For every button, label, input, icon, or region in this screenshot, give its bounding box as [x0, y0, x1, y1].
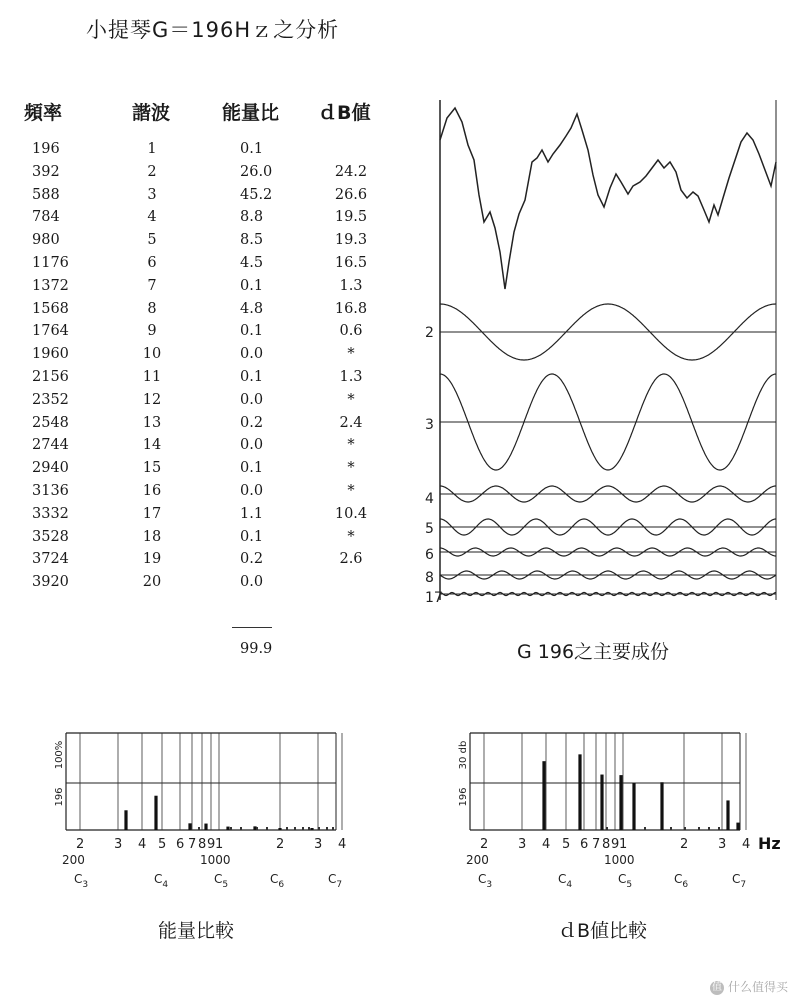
chart-x-tick: 1: [215, 837, 224, 852]
energy-cell: 0.1: [240, 528, 264, 545]
harmonic-cell: 13: [142, 414, 162, 431]
chart-minor-bar: [332, 827, 334, 830]
chart-minor-bar: [670, 827, 672, 830]
harmonic-label: 5: [425, 521, 434, 537]
harmonic-cell: 6: [147, 255, 157, 271]
db-cell: 19.3: [334, 232, 368, 249]
chart-x-tick: 6: [580, 837, 589, 852]
energy-total: 99.9: [240, 641, 273, 657]
chart-y-label: 100%: [54, 740, 65, 770]
harmonic-cell: 9: [147, 323, 157, 340]
energy-cell: 4.5: [240, 255, 264, 271]
freq-cell: 588: [32, 186, 60, 203]
chart-x-tick: 6: [176, 837, 185, 852]
db-cell: *: [347, 391, 355, 408]
chart-minor-bar: [708, 827, 710, 830]
harmonic-cell: 1: [147, 141, 157, 157]
chart-y-label: 30 db: [458, 740, 469, 770]
chart-x-tick: 2: [76, 837, 85, 852]
energy-cell: 45.2: [240, 186, 273, 203]
chart-minor-bar: [684, 827, 686, 830]
chart-x-sub: 1000: [604, 853, 635, 867]
chart-note-label: $C_3$: [478, 872, 493, 890]
freq-cell: 1568: [32, 300, 69, 317]
db-cell: *: [347, 346, 355, 363]
header-harmonic: 諧波: [132, 102, 171, 124]
chart-y-label: 196: [458, 787, 469, 807]
chart-minor-bar: [302, 827, 304, 830]
freq-cell: 2352: [32, 391, 69, 408]
chart-bar: [278, 828, 281, 830]
harmonic-label: 4: [425, 491, 434, 507]
chart-x-sub: 200: [466, 853, 489, 867]
chart-bar: [542, 761, 545, 830]
harmonic-label: 6: [425, 547, 434, 563]
chart-minor-bar: [326, 827, 328, 830]
db-cell: 2.6: [339, 551, 363, 568]
freq-cell: 1176: [32, 255, 69, 271]
harmonic-label: 2: [425, 325, 434, 341]
chart-y-label: 196: [54, 787, 65, 807]
chart-x-tick: 2: [276, 837, 285, 852]
chart-bar: [619, 775, 622, 830]
harmonic-cell: 14: [142, 437, 162, 454]
chart-x-tick: 3: [518, 837, 527, 852]
chart-x-tick: 9: [611, 837, 620, 852]
chart-minor-bar: [240, 827, 242, 830]
chart-minor-bar: [698, 827, 700, 830]
freq-cell: 1764: [32, 323, 69, 340]
harmonic-cell: 2: [147, 163, 157, 180]
db-cell: 24.2: [334, 163, 368, 180]
harmonic-label: 17: [425, 590, 443, 606]
chart-note-label: $C_7$: [328, 872, 343, 890]
chart-x-tick: 9: [207, 837, 216, 852]
energy-cell: 0.0: [240, 346, 264, 363]
chart-minor-bar: [718, 827, 720, 830]
freq-cell: 1372: [32, 277, 69, 294]
db-cell: 10.4: [334, 505, 368, 522]
harmonic-waveform-panel: [425, 100, 776, 606]
chart-x-tick: 4: [138, 837, 147, 852]
chart-note-label: $C_5$: [214, 872, 229, 890]
chart-x-tick: 2: [680, 837, 689, 852]
energy-cell: 0.1: [240, 460, 264, 477]
freq-cell: 3136: [32, 483, 69, 499]
chart-note-label: $C_4$: [558, 872, 573, 890]
chart-bar: [188, 823, 191, 830]
harmonic-cell: 19: [142, 551, 162, 568]
watermark-logo: 值: [711, 981, 722, 993]
energy-cell: 0.0: [240, 574, 264, 591]
harmonic-cell: 20: [142, 574, 162, 591]
db-cell: *: [347, 437, 355, 454]
db-cell: *: [347, 460, 355, 477]
header-frequency: 頻率: [24, 102, 63, 124]
chart-note-label: $C_4$: [154, 872, 169, 890]
chart-x-tick: 8: [198, 837, 207, 852]
chart-minor-bar: [198, 827, 200, 830]
energy-cell: 0.2: [240, 414, 264, 431]
harmonic-cell: 15: [142, 460, 162, 477]
energy-cell: 0.2: [240, 551, 264, 568]
energy-cell: 0.0: [240, 391, 264, 408]
freq-cell: 2744: [32, 437, 69, 454]
db-comparison-chart: [458, 733, 781, 890]
freq-cell: 2940: [32, 460, 69, 477]
chart-minor-bar: [644, 827, 646, 830]
chart-bar: [154, 796, 157, 830]
freq-cell: 1960: [32, 346, 69, 363]
energy-cell: 8.5: [240, 232, 264, 249]
db-cell: 16.5: [334, 255, 368, 271]
header-db-value: ｄB値: [318, 102, 371, 124]
chart-note-label: $C_3$: [74, 872, 89, 890]
header-energy-ratio: 能量比: [222, 102, 280, 124]
harmonic-cell: 16: [142, 483, 162, 499]
waveform-caption: G 196之主要成份: [517, 641, 670, 663]
chart-x-tick: 1: [619, 837, 628, 852]
db-cell: 0.6: [339, 323, 363, 340]
db-cell: 16.8: [334, 300, 368, 317]
db-cell: *: [347, 528, 355, 545]
db-cell: 19.5: [334, 209, 368, 226]
energy-cell: 0.0: [240, 483, 264, 499]
harmonic-cell: 8: [147, 300, 157, 317]
harmonic-cell: 17: [142, 505, 162, 522]
chart-minor-bar: [308, 827, 310, 830]
harmonic-cell: 18: [142, 528, 162, 545]
freq-cell: 3920: [32, 574, 69, 591]
energy-chart-caption: 能量比較: [158, 920, 235, 942]
composite-waveform: [440, 108, 776, 289]
harmonic-cell: 11: [142, 369, 162, 385]
page-title: 小提琴G＝196Hｚ之分析: [86, 18, 340, 42]
freq-cell: 3528: [32, 528, 69, 545]
db-chart-caption: ｄB値比較: [558, 920, 648, 942]
harmonic-cell: 7: [147, 277, 157, 294]
chart-bar: [310, 828, 313, 830]
chart-bar: [124, 810, 127, 830]
chart-note-label: $C_6$: [270, 872, 285, 890]
freq-cell: 2156: [32, 369, 69, 385]
chart-minor-bar: [230, 827, 232, 830]
chart-x-tick: 5: [562, 837, 571, 852]
energy-cell: 1.1: [240, 505, 264, 522]
energy-cell: 0.1: [240, 141, 264, 157]
freq-cell: 392: [32, 163, 60, 180]
chart-unit-label: Hz: [758, 834, 781, 853]
chart-x-sub: 1000: [200, 853, 231, 867]
chart-x-tick: 3: [314, 837, 323, 852]
energy-comparison-chart: [54, 733, 346, 890]
harmonic-cell: 5: [147, 232, 157, 249]
db-cell: 1.3: [339, 277, 363, 294]
db-cell: 2.4: [339, 414, 363, 431]
chart-bar: [726, 800, 729, 830]
energy-cell: 8.8: [240, 209, 264, 226]
chart-bar: [660, 782, 663, 830]
db-cell: *: [347, 483, 355, 499]
chart-bar: [226, 827, 229, 830]
freq-cell: 784: [32, 209, 60, 226]
chart-x-tick: 3: [718, 837, 727, 852]
energy-cell: 26.0: [240, 163, 273, 180]
energy-cell: 4.8: [240, 300, 264, 317]
harmonic-cell: 12: [142, 391, 162, 408]
freq-cell: 196: [32, 141, 60, 157]
harmonic-label: 8: [425, 570, 434, 586]
db-cell: 26.6: [334, 186, 368, 203]
chart-note-label: $C_7$: [732, 872, 747, 890]
chart-x-tick: 7: [188, 837, 197, 852]
watermark: [710, 978, 788, 995]
harmonic-cell: 3: [147, 186, 157, 203]
chart-x-tick: 4: [338, 837, 347, 852]
watermark-text: 什么值得买: [727, 980, 788, 994]
harmonic-label: 3: [425, 417, 434, 433]
chart-bar: [600, 775, 603, 830]
energy-cell: 0.1: [240, 369, 264, 385]
chart-bar: [578, 754, 581, 830]
energy-cell: 0.0: [240, 437, 264, 454]
chart-minor-bar: [318, 827, 320, 830]
freq-cell: 3332: [32, 505, 69, 522]
harmonic-cell: 4: [147, 209, 157, 226]
freq-cell: 980: [32, 232, 60, 249]
energy-cell: 0.1: [240, 323, 264, 340]
chart-x-tick: 4: [742, 837, 751, 852]
chart-minor-bar: [606, 827, 608, 830]
chart-minor-bar: [266, 827, 268, 830]
chart-note-label: $C_5$: [618, 872, 633, 890]
chart-note-label: $C_6$: [674, 872, 689, 890]
chart-x-tick: 4: [542, 837, 551, 852]
freq-cell: 3724: [32, 551, 69, 568]
chart-x-tick: 5: [158, 837, 167, 852]
chart-x-tick: 8: [602, 837, 611, 852]
freq-cell: 2548: [32, 414, 69, 431]
chart-x-tick: 3: [114, 837, 123, 852]
chart-minor-bar: [286, 827, 288, 830]
chart-minor-bar: [294, 827, 296, 830]
chart-x-tick: 2: [480, 837, 489, 852]
chart-bar: [632, 783, 635, 830]
db-cell: 1.3: [339, 369, 363, 385]
energy-cell: 0.1: [240, 277, 264, 294]
chart-bar: [204, 824, 207, 830]
chart-bar: [736, 823, 739, 830]
harmonic-cell: 10: [142, 346, 162, 363]
chart-x-tick: 7: [592, 837, 601, 852]
chart-minor-bar: [256, 827, 258, 830]
chart-x-sub: 200: [62, 853, 85, 867]
